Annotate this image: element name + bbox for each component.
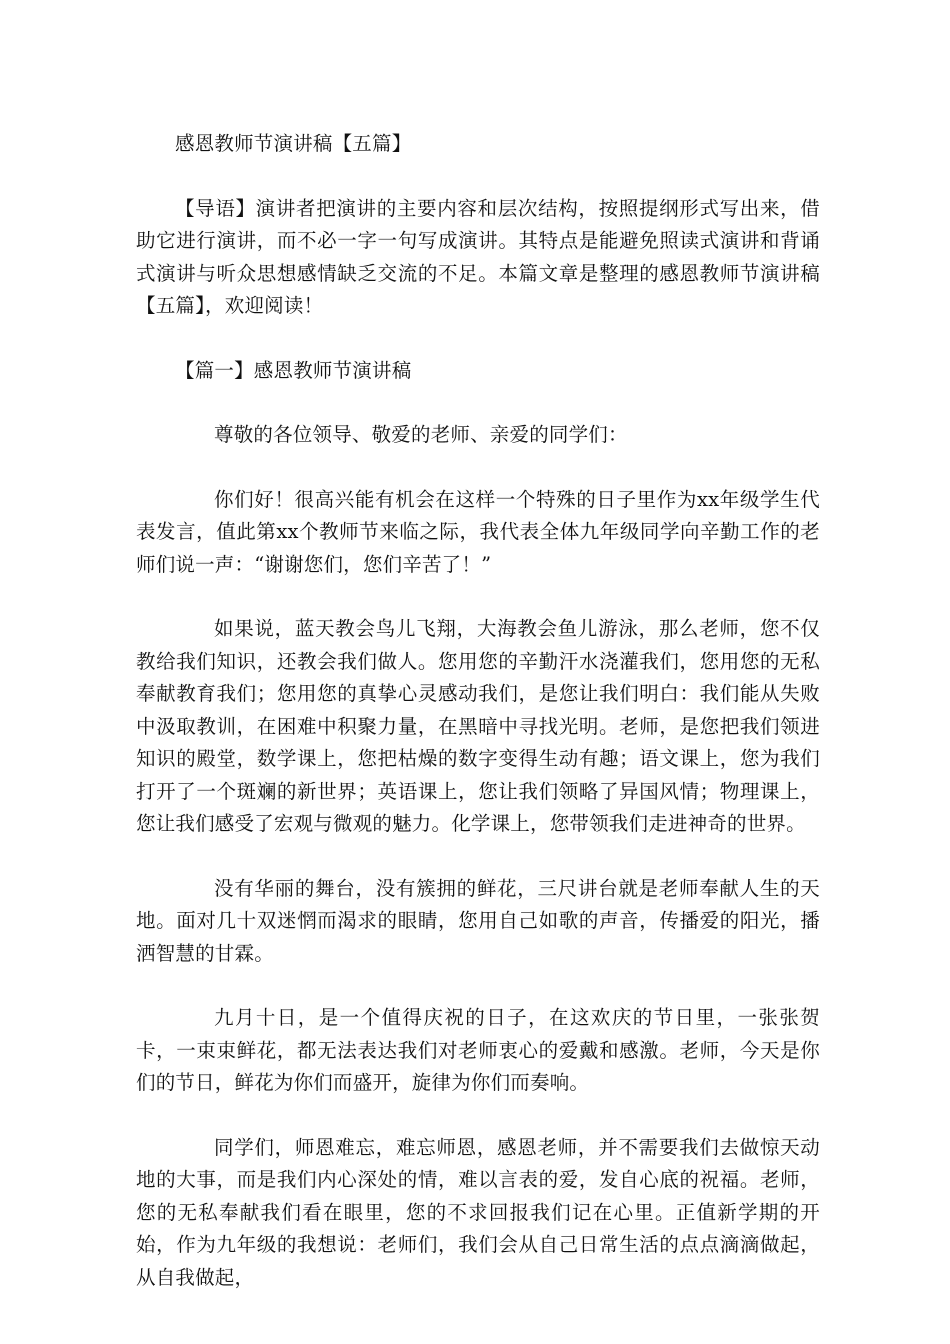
- intro-paragraph: 【导语】演讲者把演讲的主要内容和层次结构，按照提纲形式写出来，借助它进行演讲，而不必一字一句写成演讲。其特点是能避免照读式演讲和背诵式演讲与听众思想感情缺乏交流的不足。本篇文章是整理的感恩教师节演讲稿【五篇】，欢迎阅读！: [136, 196, 820, 317]
- section-heading: 【篇一】感恩教师节演讲稿: [175, 358, 412, 382]
- body-paragraph-2: 如果说，蓝天教会鸟儿飞翔，大海教会鱼儿游泳，那么老师，您不仅教给我们知识，还教会我们做人。您用您的辛勤汗水浇灌我们，您用您的无私奉献教育我们；您用您的真挚心灵感动我们，是您让我们明白：我们能从失败中汲取教训，在困难中积聚力量，在黑暗中寻找光明。老师，是您把我们领进知识的殿堂，数学课上，您把枯燥的数字变得生动有趣；语文课上，您为我们打开了一个斑斓的新世界；英语课上，您让我们领略了异国风情；物理课上，您让我们感受了宏观与微观的魅力。化学课上，您带领我们走进神奇的世界。: [136, 617, 820, 835]
- body-paragraph-4: 九月十日，是一个值得庆祝的日子，在这欢庆的节日里，一张张贺卡，一束束鲜花，都无法表达我们对老师衷心的爱戴和感激。老师，今天是你们的节日，鲜花为你们而盛开，旋律为你们而奏响。: [136, 1006, 820, 1094]
- body-paragraph-1: 你们好！很高兴能有机会在这样一个特殊的日子里作为xx年级学生代表发言，值此第xx个教师节来临之际，我代表全体九年级同学向辛勤工作的老师们说一声：“谢谢您们，您们辛苦了！”: [136, 487, 820, 576]
- document-title: 感恩教师节演讲稿【五篇】: [175, 132, 412, 155]
- body-paragraph-5: 同学们，师恩难忘，难忘师恩，感恩老师，并不需要我们去做惊天动地的大事，而是我们内心深处的情，难以言表的爱，发自心底的祝福。老师，您的无私奉献我们看在眼里，您的不求回报我们记在心里。正值新学期的开始，作为九年级的我想说：老师们，我们会从自己日常生活的点点滴滴做起，从自我做起，: [136, 1135, 820, 1289]
- body-paragraph-3: 没有华丽的舞台，没有簇拥的鲜花，三尺讲台就是老师奉献人生的天地。面对几十双迷惘而渴求的眼睛，您用自己如歌的声音，传播爱的阳光，播洒智慧的甘霖。: [136, 876, 820, 965]
- salutation: 尊敬的各位领导、敬爱的老师、亲爱的同学们：: [214, 423, 628, 446]
- document-body: [136, 128, 820, 1326]
